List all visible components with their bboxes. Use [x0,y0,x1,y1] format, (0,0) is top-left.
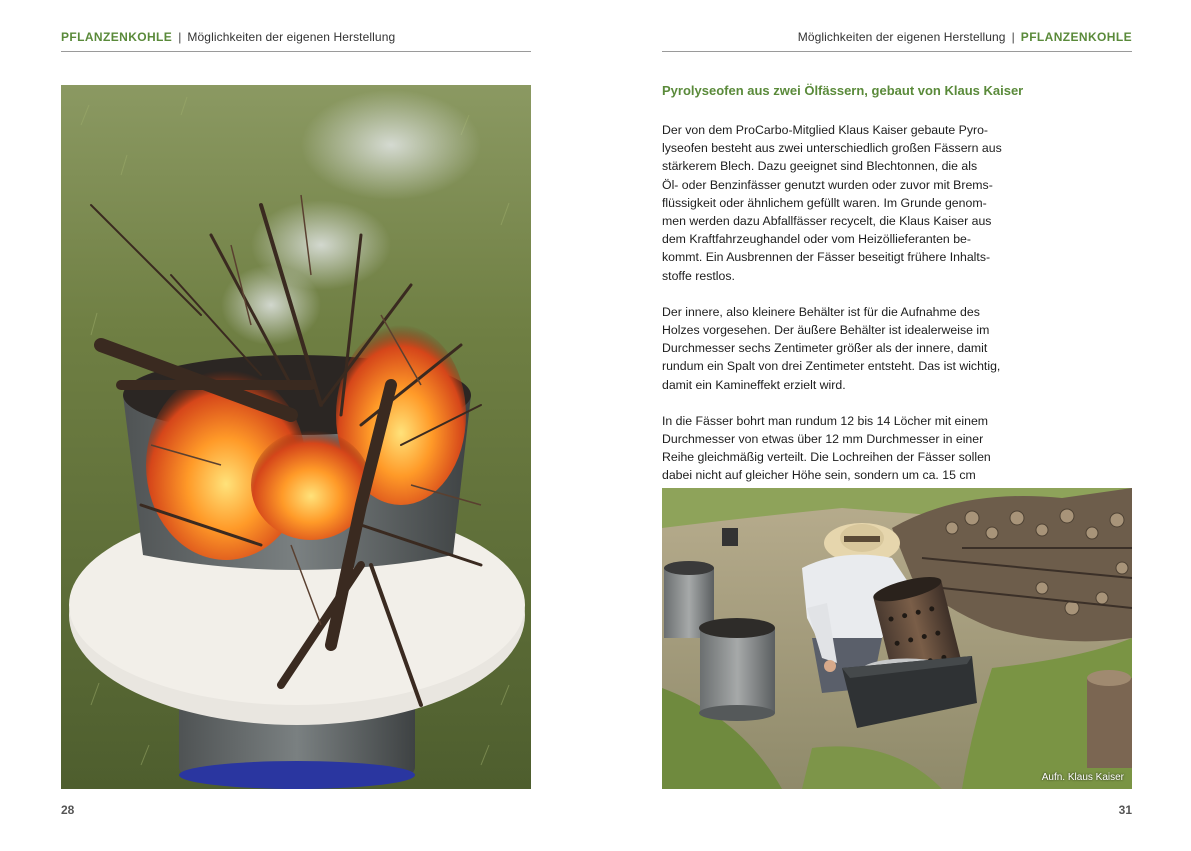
text-line: Öl- oder Benzinfässer genutzt wurden oder zuvor mit Brems- [662,177,993,192]
text-line: dabei nicht auf gleicher Höhe sein, sondern um ca. 15 cm [662,468,976,483]
article-body [662,121,1014,503]
text-line: men werden dazu Abfallfässer recycelt, die Klaus Kaiser aus [662,214,992,229]
header-rule [662,51,1132,52]
photo-caption: Aufn. Klaus Kaiser [1041,772,1124,783]
text-line: lyseofen besteht aus zwei unterschiedlich großen Fässern aus [662,141,1002,156]
text-line: Reihe gleichmäßig verteilt. Die Lochreihen der Fässer sollen [662,450,991,465]
text-line: Holzes vorgesehen. Der äußere Behälter ist idealerweise im [662,323,990,338]
header-brand: PFLANZENKOHLE [1020,30,1132,44]
right-page [596,0,1191,851]
page-number-right: 31 [1118,803,1132,817]
fire-barrel-photo [61,85,531,789]
left-page [0,0,595,851]
text-line: Der von dem ProCarbo-Mitglied Klaus Kaiser gebaute Pyro- [662,123,989,137]
header-subtitle: Möglichkeiten der eigenen Herstellung [797,30,1006,44]
running-head-right [798,28,1132,46]
header-brand: PFLANZENKOHLE [61,30,173,44]
text-line: stärkerem Blech. Dazu geeignet sind Blechtonnen, die als [662,159,978,174]
text-line: dem Kraftfahrzeughandel oder vom Heizöllieferanten be- [662,232,971,247]
header-separator: | [178,30,182,44]
text-line: Der innere, also kleinere Behälter ist für die Aufnahme des [662,304,980,319]
paragraph [662,303,1014,394]
running-head-left [61,28,395,46]
text-line: Durchmesser sechs Zentimeter größer als der innere, damit [662,341,988,356]
paragraph [662,121,1014,285]
text-line: In die Fässer bohrt man rundum 12 bis 14 Löcher mit einem [662,413,989,428]
header-subtitle: Möglichkeiten der eigenen Herstellung [187,30,396,44]
text-line: kommt. Ein Ausbrennen der Fässer beseitigt frühere Inhalts- [662,250,991,265]
text-line: flüssigkeit oder ähnlichem gefüllt waren. Im Grunde genom- [662,195,987,210]
header-rule [61,51,531,52]
page-number-left: 28 [61,803,75,817]
text-line: Durchmesser von etwas über 12 mm Durchmesser in einer [662,432,984,447]
text-line: stoffe restlos. [662,268,735,283]
text-line: rundum ein Spalt von drei Zentimeter entsteht. Das ist wichtig, [662,359,1001,374]
barrel-workshop-photo [662,488,1132,789]
article-title: Pyrolyseofen aus zwei Ölfässern, gebaut von Klaus Kaiser [662,83,1024,98]
text-line: damit ein Kamineffekt erzielt wird. [662,377,846,392]
paragraph [662,412,1014,485]
header-separator: | [1011,30,1015,44]
